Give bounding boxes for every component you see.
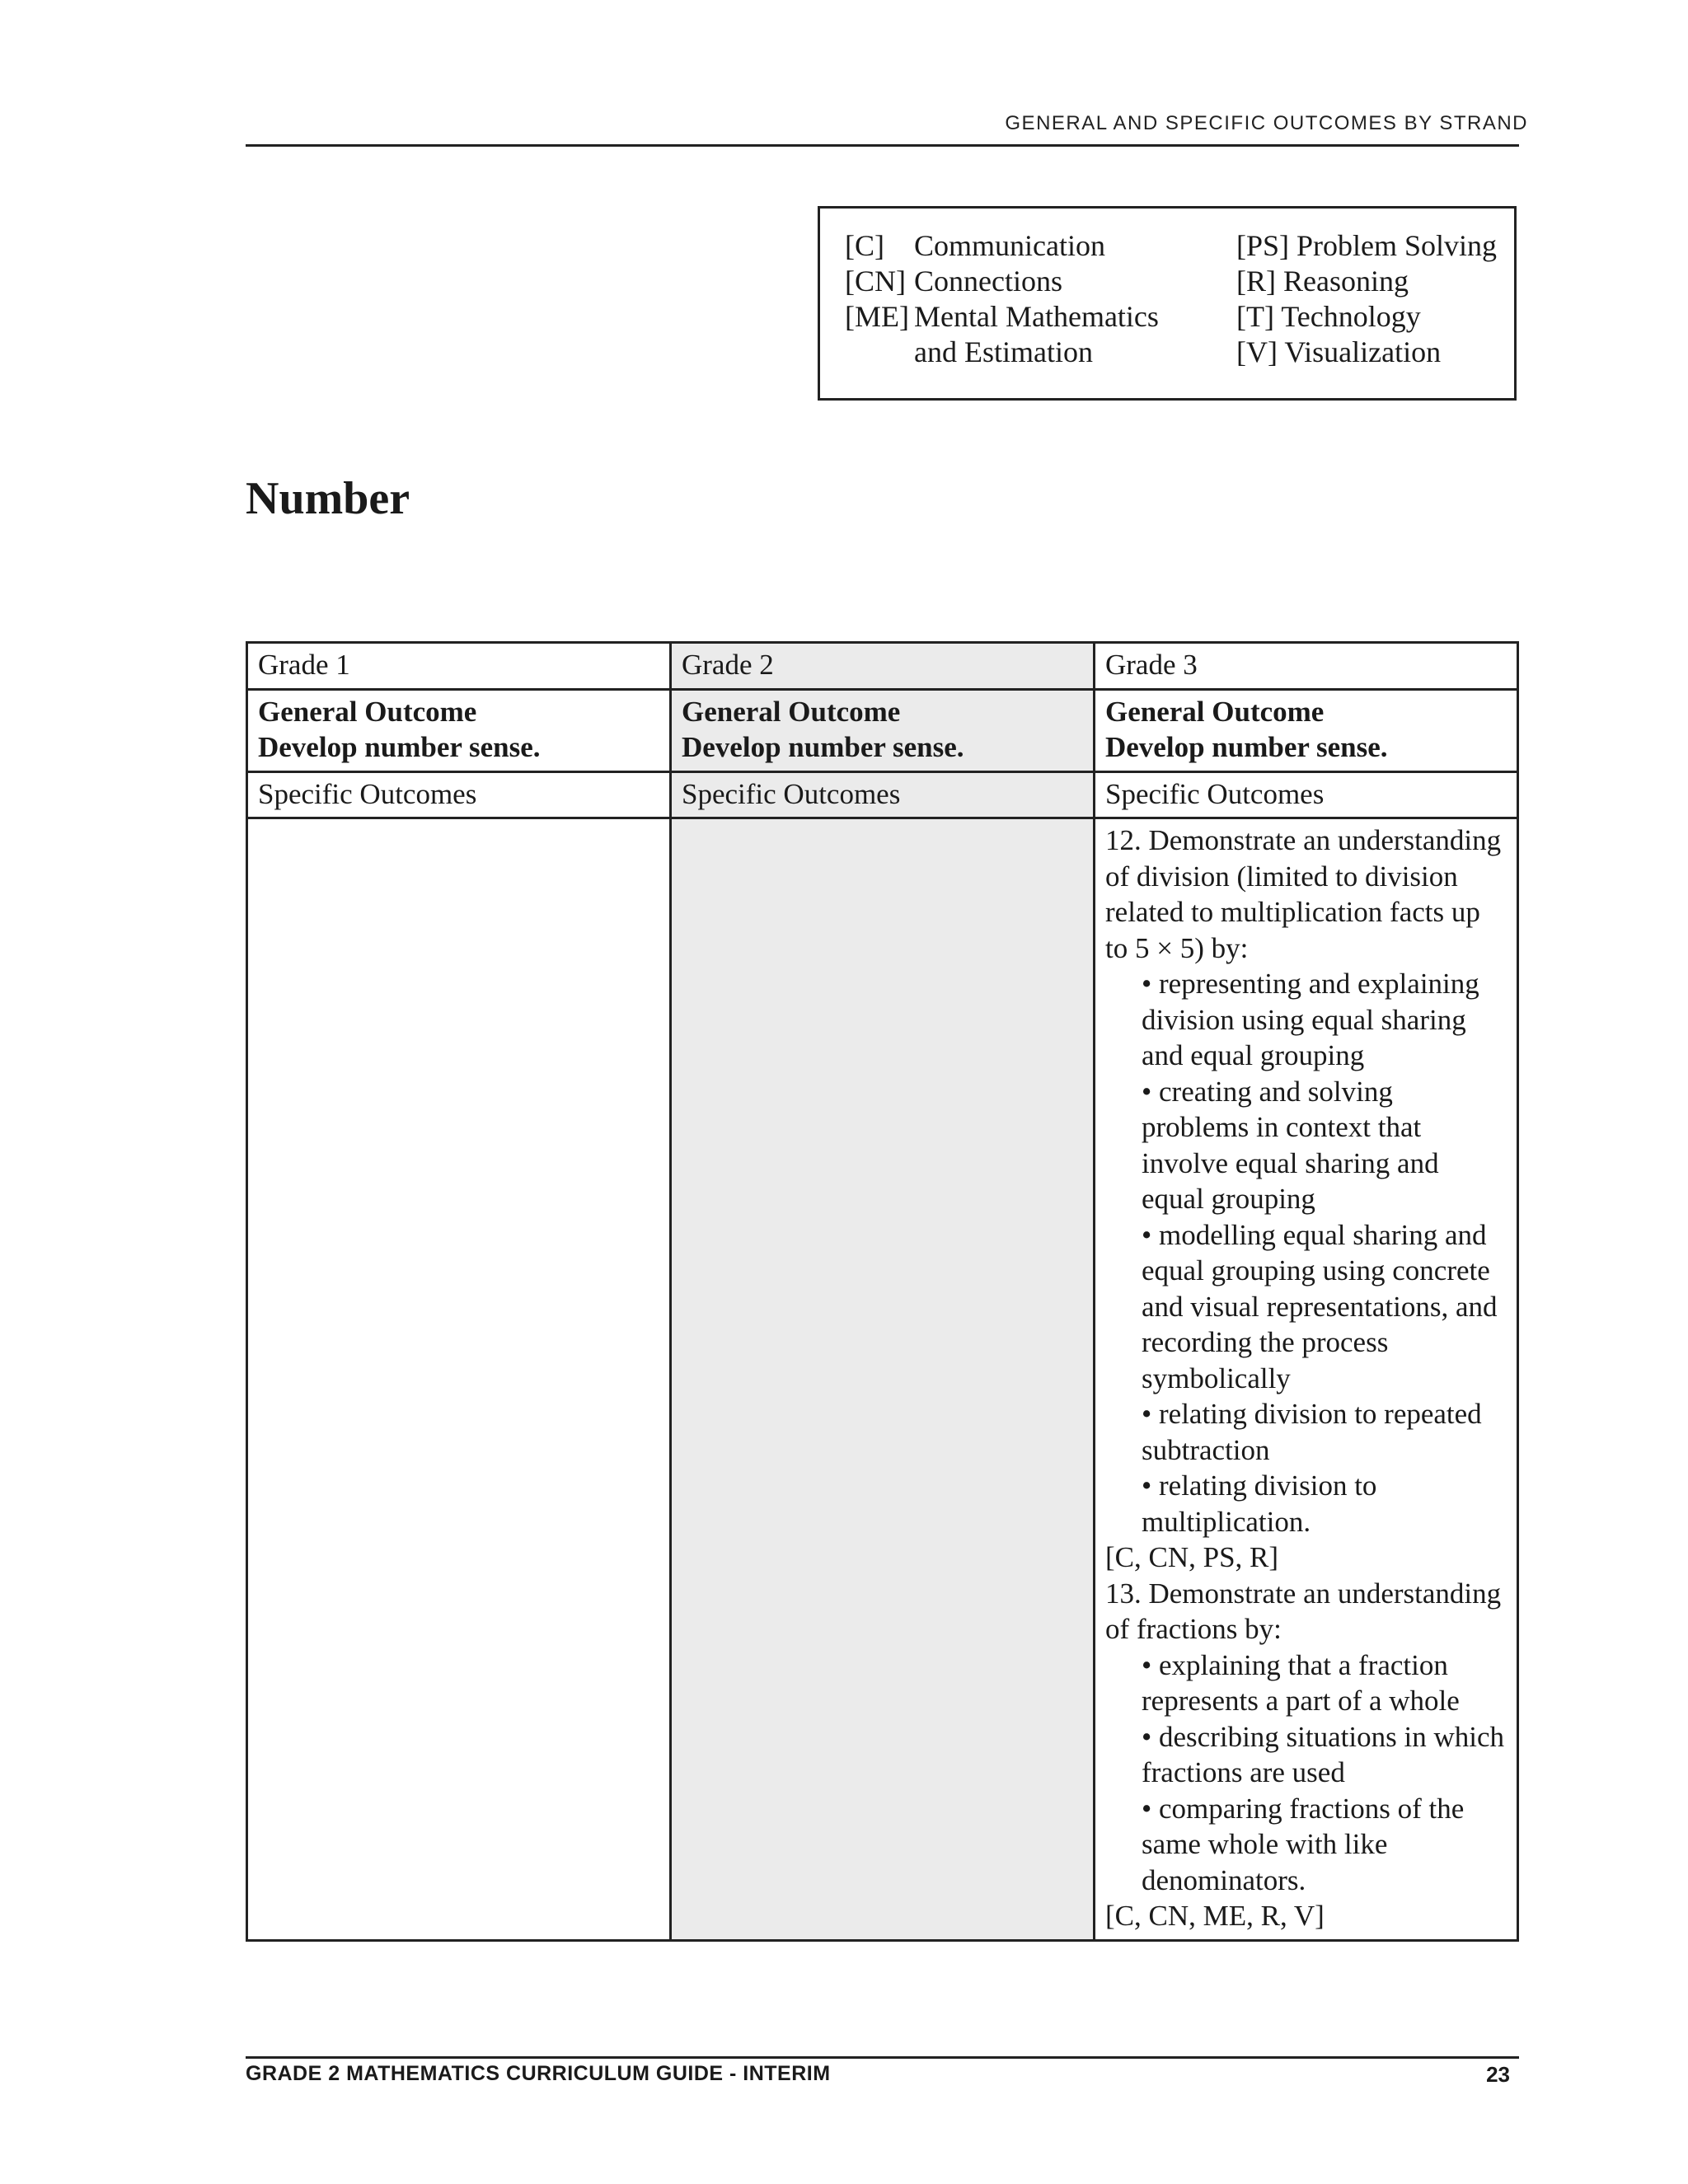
legend-item-problem-solving: [PS] Problem Solving: [1236, 229, 1498, 262]
outcomes-table: [246, 641, 1519, 1942]
legend-item-communication: [845, 228, 1159, 264]
legend-item-estimation: [845, 335, 1159, 370]
outcome-bullet: • describing situations in which fractions are used: [1142, 1720, 1504, 1788]
outcome-bullet: • relating division to repeated subtraction: [1142, 1398, 1482, 1466]
legend-left-column: [845, 228, 1159, 370]
grade-2-specific-outcomes: [671, 818, 1095, 1941]
outcome-bullet: • relating division to multiplication.: [1142, 1469, 1377, 1538]
general-outcome-label: General Outcome: [682, 695, 901, 728]
footer-rule: [246, 2056, 1519, 2059]
outcome-bullet: • creating and solving problems in context that involve equal sharing and equal grouping: [1142, 1075, 1439, 1215]
legend-label: and Estimation: [914, 335, 1093, 368]
outcome-process-tags: [C, CN, PS, R]: [1105, 1541, 1279, 1573]
general-outcome-text: Develop number sense.: [1105, 731, 1388, 763]
grade-2-header: Grade 2: [671, 643, 1095, 690]
footer-guide-title: GRADE 2 MATHEMATICS CURRICULUM GUIDE - INTERIM: [246, 2062, 831, 2085]
legend-code: [C]: [845, 229, 884, 262]
legend-item-visualization: [V] Visualization: [1236, 335, 1442, 368]
legend-label: Mental Mathematics: [914, 300, 1159, 333]
specific-outcomes-body-row: [247, 818, 1518, 1941]
header-rule: [246, 144, 1519, 147]
grade-3-general-outcome: [1095, 689, 1518, 771]
outcome-bullet: • representing and explaining division using equal sharing and equal grouping: [1142, 968, 1479, 1071]
strand-title: Number: [246, 473, 410, 524]
grade-3-header: Grade 3: [1095, 643, 1518, 690]
general-outcome-row: [247, 689, 1518, 771]
outcome-bullet: • comparing fractions of the same whole with like denominators.: [1142, 1792, 1465, 1896]
legend-code: [ME]: [845, 300, 909, 333]
grade-header-row: [247, 643, 1518, 690]
running-header: GENERAL AND SPECIFIC OUTCOMES BY STRAND: [1005, 112, 1528, 134]
legend-item-technology: [T] Technology: [1236, 300, 1421, 333]
grade-2-specific-label: Specific Outcomes: [671, 771, 1095, 818]
outcome-stem: 13. Demonstrate an understanding of fractions by:: [1105, 1577, 1502, 1645]
legend-item-connections: [845, 264, 1159, 299]
legend-code: [CN]: [845, 265, 906, 298]
legend-item-mental-mathematics: [845, 299, 1159, 335]
outcome-stem: 12. Demonstrate an understanding of division (limited to division related to multiplication facts up to 5 × 5) by:: [1105, 824, 1502, 964]
legend-label: Connections: [914, 265, 1062, 298]
process-standards-legend: [818, 206, 1517, 401]
outcome-process-tags: [C, CN, ME, R, V]: [1105, 1900, 1325, 1932]
grade-1-header: Grade 1: [247, 643, 671, 690]
grade-1-general-outcome: [247, 689, 671, 771]
outcome-bullet: • modelling equal sharing and equal grouping using concrete and visual representations, and recording the process symbolically: [1142, 1218, 1498, 1394]
legend-right-column: [1236, 228, 1497, 370]
grade-3-specific-label: Specific Outcomes: [1095, 771, 1518, 818]
grade-1-specific-outcomes: [247, 818, 671, 1941]
general-outcome-text: Develop number sense.: [682, 731, 964, 763]
outcome-12: [1105, 823, 1507, 1576]
outcome-13: [1105, 1576, 1507, 1934]
legend-item-reasoning: [R] Reasoning: [1236, 265, 1409, 298]
general-outcome-label: General Outcome: [1105, 695, 1325, 728]
general-outcome-label: General Outcome: [258, 695, 477, 728]
specific-outcomes-header-row: [247, 771, 1518, 818]
outcome-bullet: • explaining that a fraction represents a part of a whole: [1142, 1648, 1460, 1717]
grade-3-specific-outcomes: [1095, 818, 1518, 1941]
page-number: 23: [1486, 2062, 1510, 2087]
general-outcome-text: Develop number sense.: [258, 731, 541, 763]
grade-2-general-outcome: [671, 689, 1095, 771]
grade-1-specific-label: Specific Outcomes: [247, 771, 671, 818]
legend-label: Communication: [914, 229, 1105, 262]
